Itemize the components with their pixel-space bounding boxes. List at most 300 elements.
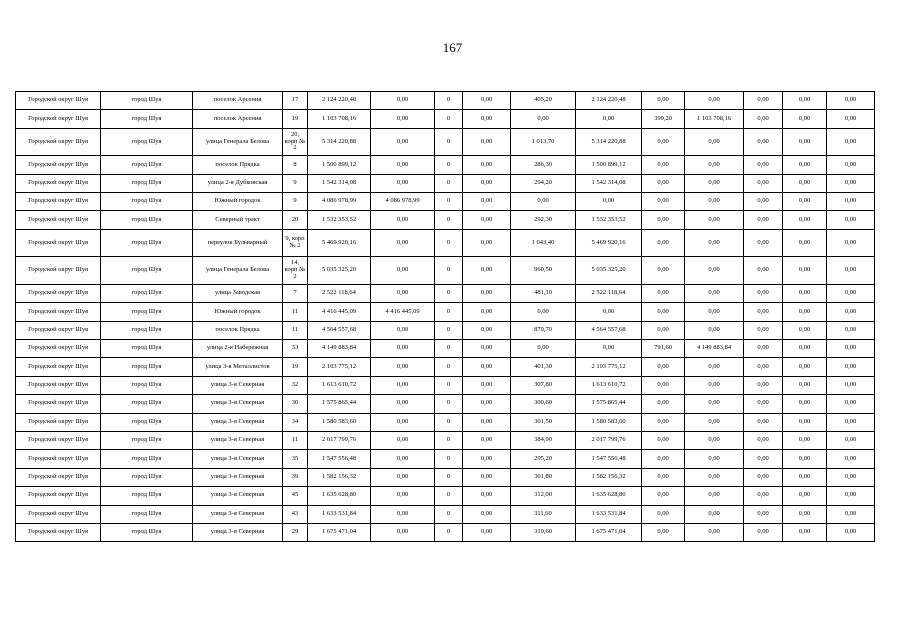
table-cell: 0,00 xyxy=(783,523,827,541)
table-cell: 0 xyxy=(435,523,463,541)
table-row xyxy=(16,340,875,358)
table-cell: 1 613 610,72 xyxy=(308,376,371,394)
table-cell: 33 xyxy=(283,340,308,358)
table-cell: город Шуя xyxy=(101,523,193,541)
page-number: 167 xyxy=(442,40,463,55)
table-cell: 0,00 xyxy=(827,358,875,376)
table-cell: 2 522 118,64 xyxy=(308,284,371,302)
table-cell: 0,00 xyxy=(827,468,875,486)
table-cell: 0,00 xyxy=(642,376,685,394)
table-cell: 0,00 xyxy=(685,92,744,110)
table-cell: 17 xyxy=(283,92,308,110)
table-cell: 0 xyxy=(435,229,463,257)
table-cell: 0,00 xyxy=(783,229,827,257)
table-cell: город Шуя xyxy=(101,321,193,339)
table-cell: Городской округ Шуя xyxy=(16,229,101,257)
table-cell: 0,00 xyxy=(783,468,827,486)
table-cell: 0,00 xyxy=(642,487,685,505)
table-cell: 0,00 xyxy=(685,395,744,413)
table-cell: 0,00 xyxy=(685,450,744,468)
table-cell: улица 3-я Северная xyxy=(193,413,283,431)
table-cell: 0,00 xyxy=(783,340,827,358)
table-cell: 4 086 978,99 xyxy=(371,193,435,211)
table-cell: улица 3-я Северная xyxy=(193,523,283,541)
table-cell: 0,00 xyxy=(744,468,783,486)
table-cell: 8 xyxy=(283,156,308,174)
table-cell: 0,00 xyxy=(744,487,783,505)
table-cell: 1 580 583,60 xyxy=(576,413,642,431)
table-cell: 0,00 xyxy=(371,321,435,339)
table-cell: 0,00 xyxy=(827,156,875,174)
table-cell: 11 xyxy=(283,321,308,339)
table-cell: 0,00 xyxy=(827,395,875,413)
table-cell: 0,00 xyxy=(744,376,783,394)
table-cell: 0,00 xyxy=(642,321,685,339)
table-cell: 0,00 xyxy=(463,128,511,156)
table-cell: 0 xyxy=(435,110,463,128)
table-cell: 0,00 xyxy=(463,284,511,302)
table-cell: 0 xyxy=(435,450,463,468)
table-cell: 4 564 557,68 xyxy=(308,321,371,339)
table-cell: 0,00 xyxy=(783,395,827,413)
table-cell: город Шуя xyxy=(101,413,193,431)
table-cell: 2 522 118,64 xyxy=(576,284,642,302)
table-cell: город Шуя xyxy=(101,211,193,229)
table-cell: 401,30 xyxy=(511,358,576,376)
table-cell: 0,00 xyxy=(463,211,511,229)
table-cell: 0,00 xyxy=(463,174,511,192)
table-cell: город Шуя xyxy=(101,193,193,211)
table-cell: 960,50 xyxy=(511,257,576,285)
table-cell: 1 103 708,16 xyxy=(685,110,744,128)
table-cell: 0,00 xyxy=(744,358,783,376)
table-cell: 29 xyxy=(283,523,308,541)
table-cell: Городской округ Шуя xyxy=(16,303,101,321)
table-cell: 0,00 xyxy=(744,128,783,156)
table-cell: 0,00 xyxy=(783,257,827,285)
table-row xyxy=(16,92,875,110)
table-cell: 0,00 xyxy=(642,284,685,302)
table-cell: Городской округ Шуя xyxy=(16,523,101,541)
table-cell: улица 3-я Северная xyxy=(193,468,283,486)
table-cell: 0,00 xyxy=(744,110,783,128)
table-cell: Городской округ Шуя xyxy=(16,468,101,486)
table-cell: 0,00 xyxy=(685,487,744,505)
table-cell: 0,00 xyxy=(463,413,511,431)
table-cell: 0,00 xyxy=(463,340,511,358)
table-cell: 301,50 xyxy=(511,413,576,431)
table-cell: 0,00 xyxy=(827,321,875,339)
table-cell: 0,00 xyxy=(642,395,685,413)
table-cell: 0,00 xyxy=(744,257,783,285)
table-cell: 0,00 xyxy=(463,321,511,339)
table-row xyxy=(16,413,875,431)
table-cell: 0,00 xyxy=(783,211,827,229)
table-cell: город Шуя xyxy=(101,487,193,505)
table-cell: 1 613 610,72 xyxy=(576,376,642,394)
table-cell: 307,80 xyxy=(511,376,576,394)
table-cell: 0,00 xyxy=(685,358,744,376)
table-cell: Городской округ Шуя xyxy=(16,321,101,339)
table-row xyxy=(16,174,875,192)
table-cell: Городской округ Шуя xyxy=(16,257,101,285)
table-cell: 1 043,40 xyxy=(511,229,576,257)
table-cell: 0,00 xyxy=(463,92,511,110)
table-cell: 1 500 899,12 xyxy=(576,156,642,174)
table-cell: 2 017 799,76 xyxy=(308,431,371,449)
table-cell: улица 3-я Металлистов xyxy=(193,358,283,376)
table-cell: 0,00 xyxy=(371,413,435,431)
table-cell: 0,00 xyxy=(371,340,435,358)
table-row xyxy=(16,505,875,523)
table-cell: 0,00 xyxy=(827,193,875,211)
table-cell: 5 469 920,16 xyxy=(308,229,371,257)
table-cell: 0,00 xyxy=(827,303,875,321)
table-cell: 0 xyxy=(435,257,463,285)
table-cell: 0 xyxy=(435,413,463,431)
table-cell: поселок Арсения xyxy=(193,92,283,110)
table-cell: 4 416 445,09 xyxy=(308,303,371,321)
table-cell: 0,00 xyxy=(371,284,435,302)
table-cell: 0,00 xyxy=(463,110,511,128)
data-table xyxy=(15,91,875,542)
table-cell: 0,00 xyxy=(511,193,576,211)
table-row xyxy=(16,358,875,376)
table-cell: 0,00 xyxy=(463,395,511,413)
table-cell: 0,00 xyxy=(371,257,435,285)
table-row xyxy=(16,193,875,211)
table-cell: город Шуя xyxy=(101,431,193,449)
table-cell: 0,00 xyxy=(511,303,576,321)
table-cell: 2 017 799,76 xyxy=(576,431,642,449)
table-cell: 0 xyxy=(435,92,463,110)
table-cell: город Шуя xyxy=(101,303,193,321)
table-cell: 0,00 xyxy=(642,211,685,229)
table-cell: 0,00 xyxy=(642,303,685,321)
table-cell: 1 580 583,60 xyxy=(308,413,371,431)
table-cell: 0,00 xyxy=(783,174,827,192)
table-cell: 0,00 xyxy=(511,340,576,358)
table-cell: 0,00 xyxy=(744,92,783,110)
table-cell: 0,00 xyxy=(371,358,435,376)
table-cell: 0,00 xyxy=(685,321,744,339)
table-cell: 0,00 xyxy=(642,92,685,110)
table-cell: 0,00 xyxy=(827,257,875,285)
table-cell: 35 xyxy=(283,450,308,468)
table-cell: город Шуя xyxy=(101,505,193,523)
table-cell: улица 3-я Северная xyxy=(193,395,283,413)
table-cell: 0,00 xyxy=(463,468,511,486)
table-cell: 0,00 xyxy=(744,321,783,339)
table-cell: Городской округ Шуя xyxy=(16,128,101,156)
table-cell: 0 xyxy=(435,303,463,321)
table-cell: 43 xyxy=(283,505,308,523)
table-cell: город Шуя xyxy=(101,229,193,257)
table-cell: 0,00 xyxy=(576,193,642,211)
table-body xyxy=(16,92,875,542)
table-cell: 0,00 xyxy=(827,92,875,110)
table-cell: 1 635 628,80 xyxy=(576,487,642,505)
table-cell: 1 633 531,84 xyxy=(308,505,371,523)
table-cell: 0,00 xyxy=(783,92,827,110)
table-cell: 0,00 xyxy=(371,110,435,128)
table-cell: 1 675 471,04 xyxy=(308,523,371,541)
table-cell: 0,00 xyxy=(827,450,875,468)
table-cell: 0 xyxy=(435,321,463,339)
table-cell: 0,00 xyxy=(827,174,875,192)
table-cell: 1 542 314,08 xyxy=(308,174,371,192)
table-cell: 0,00 xyxy=(463,193,511,211)
table-cell: город Шуя xyxy=(101,376,193,394)
table-cell: Городской округ Шуя xyxy=(16,395,101,413)
table-cell: 0 xyxy=(435,284,463,302)
table-cell: Северный тракт xyxy=(193,211,283,229)
table-row xyxy=(16,110,875,128)
table-cell: 0,00 xyxy=(642,431,685,449)
table-cell: 0,00 xyxy=(827,211,875,229)
table-cell: 0,00 xyxy=(371,468,435,486)
table-cell: улица Генерала Белова xyxy=(193,257,283,285)
table-cell: 0,00 xyxy=(685,523,744,541)
table-cell: 0,00 xyxy=(827,413,875,431)
table-cell: 301,80 xyxy=(511,468,576,486)
table-cell: 481,10 xyxy=(511,284,576,302)
table-cell: город Шуя xyxy=(101,92,193,110)
table-cell: 0,00 xyxy=(642,358,685,376)
table-cell: 319,60 xyxy=(511,523,576,541)
table-cell: 1 575 865,44 xyxy=(576,395,642,413)
table-cell: 0,00 xyxy=(463,431,511,449)
table-cell: 1 547 556,48 xyxy=(576,450,642,468)
table-cell: 4 564 557,68 xyxy=(576,321,642,339)
table-cell: 0,00 xyxy=(685,257,744,285)
table-cell: 0,00 xyxy=(685,505,744,523)
table-cell: Городской округ Шуя xyxy=(16,174,101,192)
table-cell: 0,00 xyxy=(371,128,435,156)
table-cell: 2 124 220,48 xyxy=(308,92,371,110)
table-cell: 4 416 445,09 xyxy=(371,303,435,321)
table-cell: 0,00 xyxy=(783,110,827,128)
table-cell: 0 xyxy=(435,174,463,192)
table-cell: 5 035 325,20 xyxy=(308,257,371,285)
table-cell: город Шуя xyxy=(101,128,193,156)
table-cell: 0,00 xyxy=(371,211,435,229)
table-cell: 0,00 xyxy=(463,303,511,321)
table-row xyxy=(16,284,875,302)
table-cell: 7 xyxy=(283,284,308,302)
table-cell: город Шуя xyxy=(101,395,193,413)
table-cell: Городской округ Шуя xyxy=(16,211,101,229)
table-cell: 0,00 xyxy=(744,211,783,229)
table-cell: 0,00 xyxy=(576,303,642,321)
table-cell: 0,00 xyxy=(371,505,435,523)
table-cell: 0,00 xyxy=(744,431,783,449)
table-cell: 0 xyxy=(435,505,463,523)
table-cell: 0,00 xyxy=(685,468,744,486)
table-cell: Городской округ Шуя xyxy=(16,487,101,505)
table-cell: Городской округ Шуя xyxy=(16,505,101,523)
table-cell: город Шуя xyxy=(101,340,193,358)
table-row xyxy=(16,257,875,285)
table-cell: переулок Бульварный xyxy=(193,229,283,257)
table-cell: 5 469 920,16 xyxy=(576,229,642,257)
table-row xyxy=(16,523,875,541)
table-cell: 5 314 220,88 xyxy=(576,128,642,156)
table-cell: улица 3-я Северная xyxy=(193,487,283,505)
table-cell: 0,00 xyxy=(642,156,685,174)
table-cell: 0,00 xyxy=(685,284,744,302)
table-cell: 0,00 xyxy=(783,358,827,376)
table-cell: 0,00 xyxy=(685,193,744,211)
table-cell: 0,00 xyxy=(783,376,827,394)
table-cell: 9 xyxy=(283,193,308,211)
table-cell: 0,00 xyxy=(744,450,783,468)
table-cell: 0,00 xyxy=(642,523,685,541)
table-cell: 1 013,70 xyxy=(511,128,576,156)
table-cell: 9 xyxy=(283,174,308,192)
table-cell: 19 xyxy=(283,110,308,128)
table-cell: 405,20 xyxy=(511,92,576,110)
table-cell: улица 2-я Набережная xyxy=(193,340,283,358)
table-row xyxy=(16,229,875,257)
table-cell: 0,00 xyxy=(463,229,511,257)
table-cell: 311,60 xyxy=(511,505,576,523)
table-cell: 5 035 325,20 xyxy=(576,257,642,285)
table-cell: 0,00 xyxy=(576,340,642,358)
table-cell: 0,00 xyxy=(685,413,744,431)
table-cell: 20 xyxy=(283,211,308,229)
table-row xyxy=(16,395,875,413)
table-cell: 399,20 xyxy=(642,110,685,128)
table-cell: 0,00 xyxy=(371,431,435,449)
table-cell: 0,00 xyxy=(642,257,685,285)
table-cell: 0 xyxy=(435,358,463,376)
table-cell: 0,00 xyxy=(783,156,827,174)
table-cell: 0,00 xyxy=(371,395,435,413)
table-cell: 0,00 xyxy=(685,211,744,229)
table-cell: Городской округ Шуя xyxy=(16,193,101,211)
table-cell: поселок Арсения xyxy=(193,110,283,128)
table-cell: 1 675 471,04 xyxy=(576,523,642,541)
table-cell: 294,20 xyxy=(511,174,576,192)
table-cell: 0,00 xyxy=(744,174,783,192)
table-row xyxy=(16,431,875,449)
table-cell: Городской округ Шуя xyxy=(16,376,101,394)
table-cell: 1 635 628,80 xyxy=(308,487,371,505)
table-cell: 0 xyxy=(435,431,463,449)
table-cell: 292,30 xyxy=(511,211,576,229)
table-cell: 1 575 865,44 xyxy=(308,395,371,413)
table-row xyxy=(16,128,875,156)
table-cell: 0,00 xyxy=(463,505,511,523)
table-cell: поселок Прядка xyxy=(193,156,283,174)
table-cell: 0,00 xyxy=(744,303,783,321)
table-cell: Городской округ Шуя xyxy=(16,450,101,468)
table-cell: 0,00 xyxy=(642,229,685,257)
table-cell: 0,00 xyxy=(783,303,827,321)
table-cell: 2 103 775,12 xyxy=(308,358,371,376)
table-cell: Городской округ Шуя xyxy=(16,413,101,431)
table-cell: Городской округ Шуя xyxy=(16,92,101,110)
table-cell: 0,00 xyxy=(371,92,435,110)
table-cell: улица Генерала Белова xyxy=(193,128,283,156)
table-cell: 0,00 xyxy=(371,376,435,394)
table-cell: город Шуя xyxy=(101,468,193,486)
table-cell: 0,00 xyxy=(511,110,576,128)
table-cell: 0 xyxy=(435,156,463,174)
table-row xyxy=(16,450,875,468)
table-cell: 5 314 220,88 xyxy=(308,128,371,156)
table-cell: 0,00 xyxy=(463,358,511,376)
table-cell: 0,00 xyxy=(463,257,511,285)
table-cell: Городской округ Шуя xyxy=(16,110,101,128)
table-cell: 0,00 xyxy=(371,487,435,505)
table-cell: 1 103 708,16 xyxy=(308,110,371,128)
table-cell: город Шуя xyxy=(101,450,193,468)
table-cell: 0 xyxy=(435,211,463,229)
table-cell: улица 3-я Северная xyxy=(193,431,283,449)
table-cell: 312,00 xyxy=(511,487,576,505)
table-cell: 0,00 xyxy=(744,413,783,431)
table-cell: 0,00 xyxy=(463,487,511,505)
table-cell: 4 149 883,84 xyxy=(685,340,744,358)
table-cell: 1 500 899,12 xyxy=(308,156,371,174)
table-cell: 0,00 xyxy=(827,505,875,523)
table-row xyxy=(16,321,875,339)
table-cell: 791,60 xyxy=(642,340,685,358)
table-cell: 0,00 xyxy=(744,395,783,413)
table-cell: 300,60 xyxy=(511,395,576,413)
table-cell: 0,00 xyxy=(744,193,783,211)
table-cell: 14, корп № 2 xyxy=(283,257,308,285)
table-cell: 0,00 xyxy=(744,229,783,257)
table-cell: 0 xyxy=(435,487,463,505)
table-cell: 286,30 xyxy=(511,156,576,174)
table-cell: 0,00 xyxy=(827,376,875,394)
table-row xyxy=(16,211,875,229)
table-cell: 0 xyxy=(435,128,463,156)
table-cell: 34 xyxy=(283,413,308,431)
table-cell: 0,00 xyxy=(463,450,511,468)
table-cell: 19 xyxy=(283,358,308,376)
table-cell: Городской округ Шуя xyxy=(16,284,101,302)
table-cell: улица Заводская xyxy=(193,284,283,302)
table-cell: 0,00 xyxy=(642,413,685,431)
table-cell: 0,00 xyxy=(642,128,685,156)
table-cell: 0,00 xyxy=(783,321,827,339)
table-cell: 0,00 xyxy=(783,487,827,505)
table-cell: 1 532 353,52 xyxy=(308,211,371,229)
table-cell: 0,00 xyxy=(783,128,827,156)
table-cell: Городской округ Шуя xyxy=(16,358,101,376)
table-cell: 0,00 xyxy=(642,505,685,523)
table-cell: 0,00 xyxy=(827,487,875,505)
table-cell: 0,00 xyxy=(744,505,783,523)
table-cell: 0,00 xyxy=(827,128,875,156)
table-cell: 0,00 xyxy=(371,450,435,468)
table-cell: 0,00 xyxy=(371,156,435,174)
table-cell: 39 xyxy=(283,468,308,486)
table-cell: 0,00 xyxy=(783,413,827,431)
table-cell: Южный городок xyxy=(193,193,283,211)
table-row xyxy=(16,303,875,321)
table-cell: 0,00 xyxy=(783,450,827,468)
table-cell: 0,00 xyxy=(827,110,875,128)
table-cell: 0,00 xyxy=(685,128,744,156)
table-cell: город Шуя xyxy=(101,156,193,174)
table-cell: 30 xyxy=(283,395,308,413)
table-cell: 0,00 xyxy=(685,229,744,257)
